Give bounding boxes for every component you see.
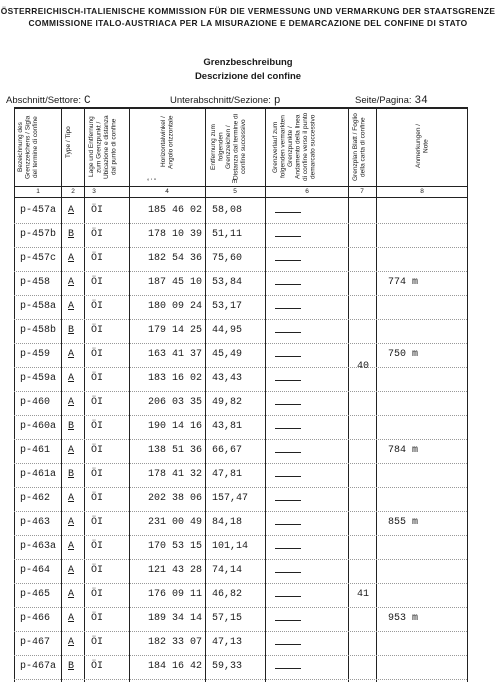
row-distance: 59,33 xyxy=(212,661,243,672)
col-header-distance: Entfernung zum folgenden Grenzzeichen / Distanza dal termine di confine successivo xyxy=(210,113,247,181)
row-distance: 47,81 xyxy=(212,469,243,480)
row-distance: 51,11 xyxy=(212,229,243,240)
row-type: A xyxy=(68,397,75,408)
row-angle: 178 41 32 xyxy=(148,469,203,480)
row-position: ÖI xyxy=(91,613,104,624)
distance-unit: m xyxy=(232,179,237,185)
boundary-course-dash xyxy=(275,212,301,213)
colnum-divider xyxy=(14,197,467,198)
row-angle: 185 46 02 xyxy=(148,205,203,216)
row-angle: 202 38 06 xyxy=(148,493,203,504)
page-label: Seite/Pagina: xyxy=(355,95,412,106)
table-row-separator xyxy=(14,295,467,296)
row-designation: p-462 xyxy=(20,493,51,504)
table-row-separator xyxy=(14,271,467,272)
row-position: ÖI xyxy=(91,253,104,264)
row-distance: 157,47 xyxy=(212,493,249,504)
boundary-course-dash xyxy=(275,380,301,381)
note-value: 855 m xyxy=(388,517,419,528)
row-distance: 84,18 xyxy=(212,517,243,528)
boundary-course-dash xyxy=(275,284,301,285)
note-value: 750 m xyxy=(388,349,419,360)
boundary-course-dash xyxy=(275,404,301,405)
col-num-5: 5 xyxy=(233,188,237,195)
row-position: ÖI xyxy=(91,205,104,216)
row-angle: 187 45 10 xyxy=(148,277,203,288)
boundary-course-dash xyxy=(275,668,301,669)
table-row-separator xyxy=(14,583,467,584)
row-designation: p-463 xyxy=(20,517,51,528)
col-num-8: 8 xyxy=(420,188,424,195)
sheet-number: 41 xyxy=(357,589,370,600)
row-designation: p-461 xyxy=(20,445,51,456)
col-num-1: 1 xyxy=(36,188,40,195)
row-angle: 138 51 36 xyxy=(148,445,203,456)
col-border-6 xyxy=(348,107,349,682)
col-header-notes: Anmerkungen / Note xyxy=(415,123,430,169)
angle-units: ° ' " xyxy=(147,179,157,185)
boundary-course-dash xyxy=(275,452,301,453)
row-designation: p-457b xyxy=(20,229,57,240)
row-designation: p-464 xyxy=(20,565,51,576)
row-distance: 46,82 xyxy=(212,589,243,600)
row-type: A xyxy=(68,613,75,624)
row-position: ÖI xyxy=(91,421,104,432)
table-row-separator xyxy=(14,415,467,416)
col-border-3 xyxy=(129,107,130,682)
row-distance: 57,15 xyxy=(212,613,243,624)
boundary-course-dash xyxy=(275,236,301,237)
row-designation: p-461a xyxy=(20,469,57,480)
table-row-separator xyxy=(14,679,467,680)
row-angle: 182 33 07 xyxy=(148,637,203,648)
col-header-type: Type / Tipo xyxy=(65,126,72,158)
row-position: ÖI xyxy=(91,445,104,456)
row-distance: 101,14 xyxy=(212,541,249,552)
table-row-separator xyxy=(14,655,467,656)
col-border-8 xyxy=(467,107,468,682)
table-row-separator xyxy=(14,223,467,224)
row-distance: 47,13 xyxy=(212,637,243,648)
table-row-separator xyxy=(14,367,467,368)
commission-header-de: ÖSTERREICHISCH-ITALIENISCHE KOMMISSION FÜR DIE VERMESSUNG UND VERMARKUNG DER STAATSGRENZE xyxy=(0,6,496,16)
boundary-course-dash xyxy=(275,572,301,573)
boundary-course-dash xyxy=(275,620,301,621)
row-position: ÖI xyxy=(91,517,104,528)
table-row-separator xyxy=(14,247,467,248)
row-distance: 66,67 xyxy=(212,445,243,456)
document-title-it: Descrizione del confine xyxy=(194,71,302,82)
boundary-course-dash xyxy=(275,500,301,501)
row-position: ÖI xyxy=(91,277,104,288)
row-position: ÖI xyxy=(91,349,104,360)
row-type: A xyxy=(68,541,75,552)
row-position: ÖI xyxy=(91,637,104,648)
boundary-course-dash xyxy=(275,428,301,429)
note-value: 953 m xyxy=(388,613,419,624)
table-row-separator xyxy=(14,535,467,536)
row-type: A xyxy=(68,637,75,648)
table-row-separator xyxy=(14,487,467,488)
table-top-border xyxy=(14,107,467,109)
section-field xyxy=(6,95,91,107)
col-border-7 xyxy=(376,107,377,682)
col-header-position: Lage und Entfernung zum Grenzpunkt / Ubicazione e distanza dal punto di confine xyxy=(88,115,118,179)
row-type: B xyxy=(68,661,75,672)
row-position: ÖI xyxy=(91,301,104,312)
row-type: B xyxy=(68,229,75,240)
boundary-course-dash xyxy=(275,260,301,261)
row-angle: 179 14 25 xyxy=(148,325,203,336)
col-header-sheet: Grenzplan Blatt / Foglio della carta di confine xyxy=(352,113,367,181)
row-type: A xyxy=(68,349,75,360)
row-distance: 44,95 xyxy=(212,325,243,336)
row-distance: 53,17 xyxy=(212,301,243,312)
table-row-separator xyxy=(14,631,467,632)
row-position: ÖI xyxy=(91,397,104,408)
boundary-course-dash xyxy=(275,332,301,333)
col-border-4 xyxy=(205,107,206,682)
col-border-5 xyxy=(265,107,266,682)
row-type: B xyxy=(68,421,75,432)
row-angle: 121 43 28 xyxy=(148,565,203,576)
row-designation: p-465 xyxy=(20,589,51,600)
boundary-course-dash xyxy=(275,356,301,357)
header-divider xyxy=(14,186,467,187)
boundary-course-dash xyxy=(275,524,301,525)
row-distance: 45,49 xyxy=(212,349,243,360)
page-field xyxy=(355,95,428,107)
col-header-designation: Bezeichnung des Grenzzeichens / Sigla del termine di confine xyxy=(17,115,39,179)
col-border-0 xyxy=(14,107,15,682)
col-num-4: 4 xyxy=(165,188,169,195)
row-designation: p-458b xyxy=(20,325,57,336)
row-type: A xyxy=(68,277,75,288)
boundary-course-dash xyxy=(275,596,301,597)
col-num-2: 2 xyxy=(71,188,75,195)
row-position: ÖI xyxy=(91,469,104,480)
row-position: ÖI xyxy=(91,493,104,504)
boundary-course-dash xyxy=(275,644,301,645)
row-angle: 231 00 49 xyxy=(148,517,203,528)
row-position: ÖI xyxy=(91,325,104,336)
table-row-separator xyxy=(14,559,467,560)
row-type: A xyxy=(68,253,75,264)
row-distance: 43,81 xyxy=(212,421,243,432)
row-position: ÖI xyxy=(91,565,104,576)
col-header-boundary-course: Grenzverlauf zum folgenden vermarkten Grenzpunkte / Andamento della linea di confine verso il punto demarcato successivo xyxy=(272,112,317,182)
row-position: ÖI xyxy=(91,589,104,600)
row-angle: 206 03 35 xyxy=(148,397,203,408)
subsection-value: p xyxy=(273,95,281,107)
row-designation: p-459a xyxy=(20,373,57,384)
note-value: 784 m xyxy=(388,445,419,456)
row-type: A xyxy=(68,565,75,576)
row-designation: p-460 xyxy=(20,397,51,408)
row-distance: 49,82 xyxy=(212,397,243,408)
row-type: A xyxy=(68,517,75,528)
row-distance: 58,08 xyxy=(212,205,243,216)
row-type: A xyxy=(68,301,75,312)
row-position: ÖI xyxy=(91,373,104,384)
note-value: 774 m xyxy=(388,277,419,288)
row-type: A xyxy=(68,373,75,384)
col-num-7: 7 xyxy=(360,188,364,195)
row-type: A xyxy=(68,445,75,456)
row-angle: 189 34 14 xyxy=(148,613,203,624)
row-designation: p-457c xyxy=(20,253,57,264)
table-row-separator xyxy=(14,511,467,512)
boundary-course-dash xyxy=(275,548,301,549)
table-row-separator xyxy=(14,439,467,440)
sheet-number: 40 xyxy=(357,361,370,372)
commission-header-it: COMMISSIONE ITALO-AUSTRIACA PER LA MISURAZIONE E DEMARCAZIONE DEL CONFINE DI STATO xyxy=(28,18,468,28)
row-angle: 163 41 37 xyxy=(148,349,203,360)
row-designation: p-467a xyxy=(20,661,57,672)
col-num-6: 6 xyxy=(305,188,309,195)
table-row-separator xyxy=(14,343,467,344)
row-designation: p-463a xyxy=(20,541,57,552)
col-header-angle: Horizontalwinkel / Angolo orizzontale xyxy=(160,115,175,169)
row-type: A xyxy=(68,589,75,600)
row-angle: 182 54 36 xyxy=(148,253,203,264)
row-designation: p-457a xyxy=(20,205,57,216)
row-angle: 183 16 02 xyxy=(148,373,203,384)
row-distance: 74,14 xyxy=(212,565,243,576)
table-row-separator xyxy=(14,607,467,608)
row-angle: 184 16 42 xyxy=(148,661,203,672)
row-designation: p-460a xyxy=(20,421,57,432)
row-distance: 75,60 xyxy=(212,253,243,264)
subsection-field xyxy=(170,95,280,107)
row-position: ÖI xyxy=(91,541,104,552)
row-designation: p-458a xyxy=(20,301,57,312)
section-value: C xyxy=(83,95,91,107)
row-designation: p-466 xyxy=(20,613,51,624)
subsection-label: Unterabschnitt/Sezione: xyxy=(170,95,271,106)
row-type: A xyxy=(68,493,75,504)
table-row-separator xyxy=(14,319,467,320)
table-row-separator xyxy=(14,391,467,392)
row-angle: 190 14 16 xyxy=(148,421,203,432)
row-distance: 53,84 xyxy=(212,277,243,288)
row-distance: 43,43 xyxy=(212,373,243,384)
document-title-de: Grenzbeschreibung xyxy=(203,57,293,68)
col-num-3a: 3 xyxy=(92,188,96,195)
row-position: ÖI xyxy=(91,661,104,672)
boundary-course-dash xyxy=(275,476,301,477)
section-label: Abschnitt/Settore: xyxy=(6,95,81,106)
row-type: B xyxy=(68,325,75,336)
boundary-course-dash xyxy=(275,308,301,309)
row-angle: 170 53 15 xyxy=(148,541,203,552)
row-designation: p-467 xyxy=(20,637,51,648)
row-type: A xyxy=(68,205,75,216)
row-type: B xyxy=(68,469,75,480)
table-row-separator xyxy=(14,463,467,464)
row-position: ÖI xyxy=(91,229,104,240)
row-angle: 176 09 11 xyxy=(148,589,203,600)
row-angle: 178 10 39 xyxy=(148,229,203,240)
page-value: 34 xyxy=(414,95,428,107)
row-designation: p-459 xyxy=(20,349,51,360)
row-angle: 180 09 24 xyxy=(148,301,203,312)
row-designation: p-458 xyxy=(20,277,51,288)
col-border-1 xyxy=(61,107,62,682)
